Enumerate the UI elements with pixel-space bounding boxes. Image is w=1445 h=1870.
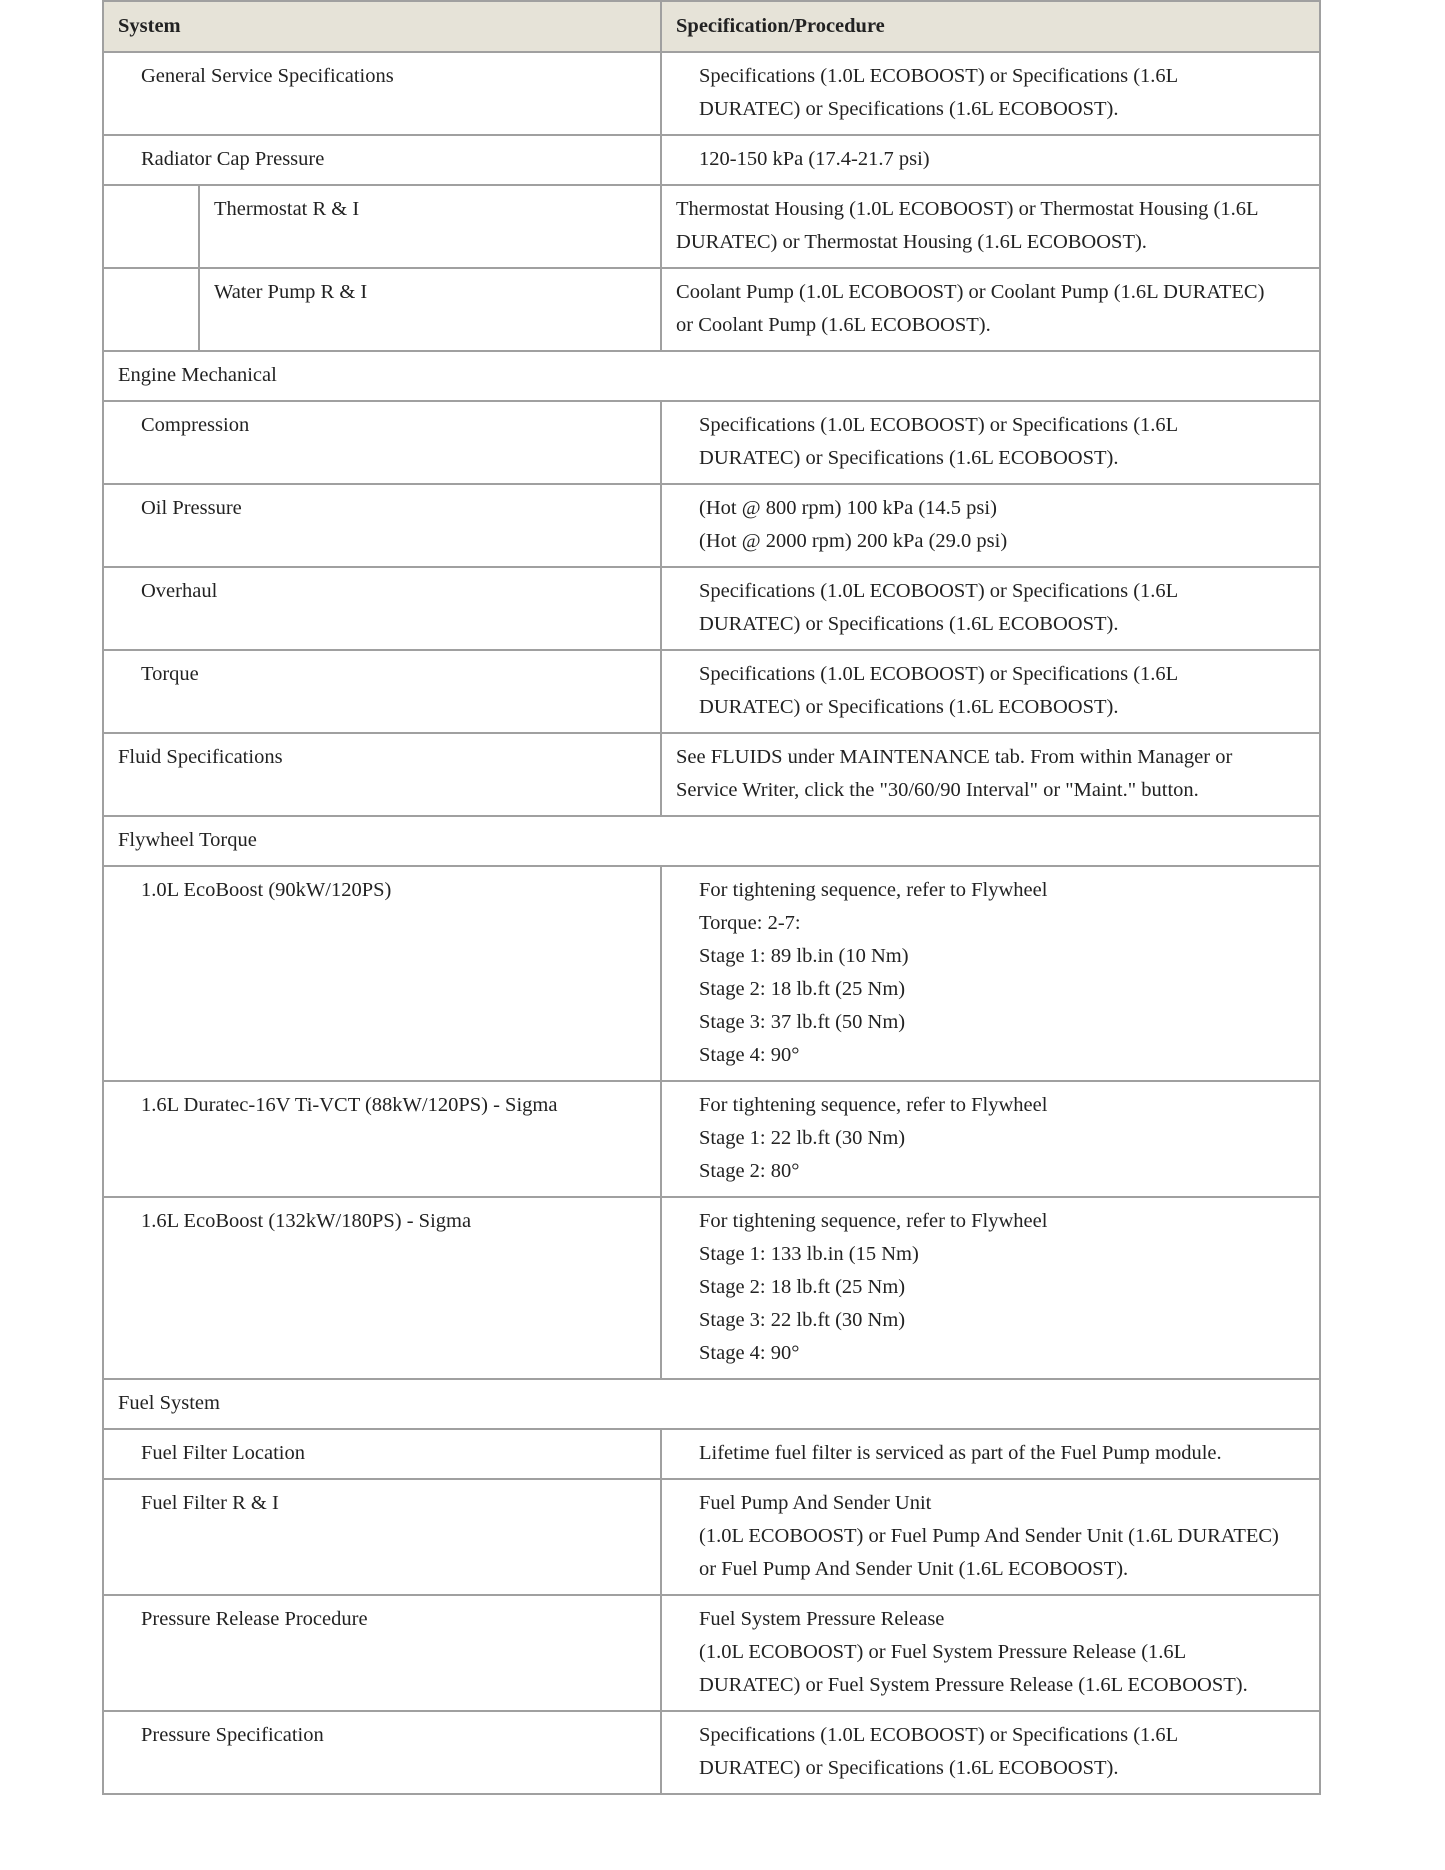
row-label: Oil Pressure [103, 484, 661, 567]
row-label: Radiator Cap Pressure [103, 135, 661, 185]
row-label: Thermostat R & I [199, 185, 661, 268]
value-line: For tightening sequence, refer to Flywheel [699, 1210, 1048, 1232]
value-line: Thermostat Housing (1.0L ECOBOOST) or Thermostat Housing (1.6L [676, 198, 1259, 220]
value-line: Stage 1: 89 lb.in (10 Nm) [699, 945, 909, 967]
section-row [103, 351, 1320, 401]
value-line: or Fuel Pump And Sender Unit (1.6L ECOBOOST). [699, 1558, 1129, 1580]
row-value [661, 52, 1320, 135]
row-value [661, 268, 1320, 351]
row-value [661, 185, 1320, 268]
value-line: Stage 3: 22 lb.ft (30 Nm) [699, 1309, 906, 1331]
value-line: For tightening sequence, refer to Flywheel [699, 1094, 1048, 1116]
table-row [103, 401, 1320, 484]
row-label: Pressure Release Procedure [103, 1595, 661, 1711]
row-value [661, 866, 1320, 1081]
value-line: (1.0L ECOBOOST) or Fuel Pump And Sender Unit (1.6L DURATEC) [699, 1525, 1279, 1547]
row-value [661, 1711, 1320, 1794]
row-label: Fuel Filter R & I [103, 1479, 661, 1595]
section-title: Engine Mechanical [103, 351, 1320, 401]
row-label: Overhaul [103, 567, 661, 650]
row-label: Fuel Filter Location [103, 1429, 661, 1479]
value-line: Stage 2: 80° [699, 1160, 800, 1182]
row-value [661, 1429, 1320, 1479]
value-line: Specifications (1.0L ECOBOOST) or Specifications (1.6L [699, 1724, 1179, 1746]
row-label: Torque [103, 650, 661, 733]
header-system: System [103, 1, 661, 52]
value-line: Stage 1: 133 lb.in (15 Nm) [699, 1243, 919, 1265]
row-value [661, 1081, 1320, 1197]
value-line: or Coolant Pump (1.6L ECOBOOST). [676, 314, 991, 336]
indent-spacer-cell [103, 185, 199, 268]
value-line: Stage 1: 22 lb.ft (30 Nm) [699, 1127, 906, 1149]
row-label: Water Pump R & I [199, 268, 661, 351]
row-label: 1.6L Duratec-16V Ti-VCT (88kW/120PS) - Sigma [103, 1081, 661, 1197]
value-line: Fuel Pump And Sender Unit [699, 1492, 932, 1514]
table-row [103, 733, 1320, 816]
row-value [661, 650, 1320, 733]
row-value [661, 1197, 1320, 1379]
table-row [103, 185, 1320, 268]
row-label: Pressure Specification [103, 1711, 661, 1794]
value-line: Specifications (1.0L ECOBOOST) or Specifications (1.6L [699, 580, 1179, 602]
value-line: DURATEC) or Thermostat Housing (1.6L ECOBOOST). [676, 231, 1147, 253]
value-line: See FLUIDS under MAINTENANCE tab. From within Manager or [676, 746, 1233, 768]
table-row [103, 1479, 1320, 1595]
row-value [661, 401, 1320, 484]
table-row [103, 1429, 1320, 1479]
value-line: Stage 2: 18 lb.ft (25 Nm) [699, 1276, 906, 1298]
value-line: DURATEC) or Specifications (1.6L ECOBOOST). [699, 613, 1119, 635]
value-line: Specifications (1.0L ECOBOOST) or Specifications (1.6L [699, 663, 1179, 685]
table-row [103, 650, 1320, 733]
table-row [103, 135, 1320, 185]
table-row [103, 268, 1320, 351]
row-value [661, 733, 1320, 816]
value-line: Service Writer, click the "30/60/90 Interval" or "Maint." button. [676, 779, 1199, 801]
table-row [103, 1197, 1320, 1379]
table-row [103, 484, 1320, 567]
value-line: Stage 2: 18 lb.ft (25 Nm) [699, 978, 906, 1000]
value-line: DURATEC) or Specifications (1.6L ECOBOOST). [699, 447, 1119, 469]
table-row [103, 52, 1320, 135]
table-row [103, 1081, 1320, 1197]
value-line: DURATEC) or Specifications (1.6L ECOBOOST). [699, 696, 1119, 718]
value-line: DURATEC) or Fuel System Pressure Release (1.6L ECOBOOST). [699, 1674, 1248, 1696]
value-line: Stage 4: 90° [699, 1044, 800, 1066]
specification-table [102, 0, 1321, 1795]
value-line: (Hot @ 2000 rpm) 200 kPa (29.0 psi) [699, 530, 1008, 552]
table-row [103, 1711, 1320, 1794]
value-line: (1.0L ECOBOOST) or Fuel System Pressure Release (1.6L [699, 1641, 1187, 1663]
table-row [103, 567, 1320, 650]
value-line: Specifications (1.0L ECOBOOST) or Specifications (1.6L [699, 414, 1179, 436]
value-line: DURATEC) or Specifications (1.6L ECOBOOST). [699, 98, 1119, 120]
row-label: General Service Specifications [103, 52, 661, 135]
value-line: Torque: 2-7: [699, 912, 801, 934]
value-line: Stage 4: 90° [699, 1342, 800, 1364]
value-line: Specifications (1.0L ECOBOOST) or Specifications (1.6L [699, 65, 1179, 87]
table-row [103, 866, 1320, 1081]
row-value [661, 1479, 1320, 1595]
section-row [103, 816, 1320, 866]
value-line: Fuel System Pressure Release [699, 1608, 945, 1630]
indent-spacer-cell [103, 268, 199, 351]
section-title: Flywheel Torque [103, 816, 1320, 866]
header-specification: Specification/Procedure [661, 1, 1320, 52]
row-label: 1.0L EcoBoost (90kW/120PS) [103, 866, 661, 1081]
value-line: For tightening sequence, refer to Flywheel [699, 879, 1048, 901]
value-line: Lifetime fuel filter is serviced as part of the Fuel Pump module. [699, 1442, 1222, 1464]
value-line: 120-150 kPa (17.4-21.7 psi) [699, 148, 930, 170]
row-label: 1.6L EcoBoost (132kW/180PS) - Sigma [103, 1197, 661, 1379]
value-line: DURATEC) or Specifications (1.6L ECOBOOST). [699, 1757, 1119, 1779]
row-label: Compression [103, 401, 661, 484]
row-value [661, 484, 1320, 567]
value-line: Coolant Pump (1.0L ECOBOOST) or Coolant Pump (1.6L DURATEC) [676, 281, 1265, 303]
value-line: (Hot @ 800 rpm) 100 kPa (14.5 psi) [699, 497, 997, 519]
table-header-row [103, 1, 1320, 52]
section-title: Fuel System [103, 1379, 1320, 1429]
value-line: Stage 3: 37 lb.ft (50 Nm) [699, 1011, 906, 1033]
row-value [661, 135, 1320, 185]
row-label: Fluid Specifications [103, 733, 661, 816]
table-row [103, 1595, 1320, 1711]
row-value [661, 567, 1320, 650]
section-row [103, 1379, 1320, 1429]
row-value [661, 1595, 1320, 1711]
